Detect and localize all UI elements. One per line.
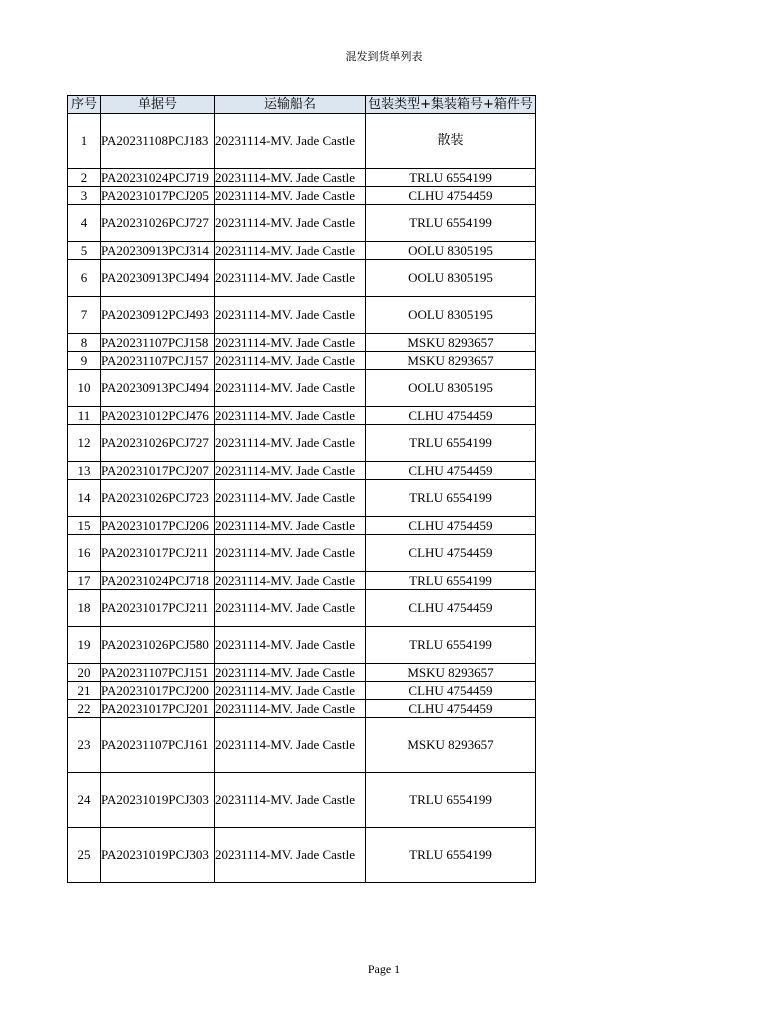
table-row [68, 590, 536, 627]
table-row [68, 114, 536, 169]
row-vessel-name: 20231114-MV. Jade Castle [215, 828, 366, 883]
row-package-container: CLHU 4754459 [366, 462, 536, 480]
row-package-container: CLHU 4754459 [366, 517, 536, 535]
table-row [68, 462, 536, 480]
row-package-container: TRLU 6554199 [366, 773, 536, 828]
row-vessel-name: 20231114-MV. Jade Castle [215, 242, 366, 260]
table-row [68, 627, 536, 664]
row-document-no: PA20231026PCJ723 [101, 480, 215, 517]
row-vessel-name: 20231114-MV. Jade Castle [215, 114, 366, 169]
header-package-container: 包装类型+集装箱号+箱件号 [366, 96, 536, 114]
row-index: 2 [68, 169, 101, 187]
row-document-no: PA20231019PCJ303 [101, 773, 215, 828]
table-row [68, 187, 536, 205]
row-document-no: PA20231024PCJ719 [101, 169, 215, 187]
row-package-container: CLHU 4754459 [366, 590, 536, 627]
row-vessel-name: 20231114-MV. Jade Castle [215, 169, 366, 187]
table-row [68, 352, 536, 370]
row-index: 22 [68, 700, 101, 718]
arrival-list-table [67, 95, 536, 883]
table-header-row [68, 96, 536, 114]
table-row [68, 242, 536, 260]
table-row [68, 425, 536, 462]
row-document-no: PA20231017PCJ206 [101, 517, 215, 535]
row-package-container: TRLU 6554199 [366, 205, 536, 242]
header-vessel-name: 运输船名 [215, 96, 366, 114]
row-index: 15 [68, 517, 101, 535]
row-package-container: TRLU 6554199 [366, 828, 536, 883]
table-body [68, 114, 536, 883]
row-index: 7 [68, 297, 101, 334]
row-document-no: PA20231017PCJ211 [101, 590, 215, 627]
header-document-no: 单据号 [101, 96, 215, 114]
table-row [68, 572, 536, 590]
row-package-container: 散装 [366, 114, 536, 169]
row-package-container: MSKU 8293657 [366, 718, 536, 773]
row-index: 5 [68, 242, 101, 260]
table-row [68, 334, 536, 352]
row-package-container: OOLU 8305195 [366, 260, 536, 297]
row-vessel-name: 20231114-MV. Jade Castle [215, 682, 366, 700]
table-row [68, 682, 536, 700]
row-document-no: PA20231107PCJ157 [101, 352, 215, 370]
row-vessel-name: 20231114-MV. Jade Castle [215, 480, 366, 517]
row-vessel-name: 20231114-MV. Jade Castle [215, 260, 366, 297]
row-document-no: PA20231017PCJ205 [101, 187, 215, 205]
row-document-no: PA20231019PCJ303 [101, 828, 215, 883]
row-package-container: CLHU 4754459 [366, 700, 536, 718]
table-row [68, 700, 536, 718]
row-document-no: PA20231026PCJ580 [101, 627, 215, 664]
row-document-no: PA20231026PCJ727 [101, 425, 215, 462]
row-package-container: OOLU 8305195 [366, 242, 536, 260]
row-vessel-name: 20231114-MV. Jade Castle [215, 297, 366, 334]
row-package-container: MSKU 8293657 [366, 352, 536, 370]
row-package-container: CLHU 4754459 [366, 187, 536, 205]
row-vessel-name: 20231114-MV. Jade Castle [215, 627, 366, 664]
table-row [68, 370, 536, 407]
row-package-container: MSKU 8293657 [366, 334, 536, 352]
row-package-container: TRLU 6554199 [366, 425, 536, 462]
row-document-no: PA20230913PCJ314 [101, 242, 215, 260]
row-index: 13 [68, 462, 101, 480]
row-index: 24 [68, 773, 101, 828]
row-vessel-name: 20231114-MV. Jade Castle [215, 700, 366, 718]
row-index: 9 [68, 352, 101, 370]
row-index: 12 [68, 425, 101, 462]
row-index: 3 [68, 187, 101, 205]
row-package-container: TRLU 6554199 [366, 169, 536, 187]
table-row [68, 297, 536, 334]
table-row [68, 407, 536, 425]
table-row [68, 169, 536, 187]
row-document-no: PA20231107PCJ158 [101, 334, 215, 352]
table-row [68, 535, 536, 572]
row-document-no: PA20230913PCJ494 [101, 370, 215, 407]
row-index: 19 [68, 627, 101, 664]
page-title: 混发到货单列表 [345, 50, 423, 63]
row-vessel-name: 20231114-MV. Jade Castle [215, 407, 366, 425]
row-package-container: TRLU 6554199 [366, 572, 536, 590]
row-index: 11 [68, 407, 101, 425]
row-vessel-name: 20231114-MV. Jade Castle [215, 517, 366, 535]
row-index: 21 [68, 682, 101, 700]
row-index: 4 [68, 205, 101, 242]
row-document-no: PA20231017PCJ211 [101, 535, 215, 572]
row-vessel-name: 20231114-MV. Jade Castle [215, 187, 366, 205]
row-index: 1 [68, 114, 101, 169]
table-row [68, 517, 536, 535]
row-index: 16 [68, 535, 101, 572]
row-vessel-name: 20231114-MV. Jade Castle [215, 773, 366, 828]
row-document-no: PA20231108PCJ183 [101, 114, 215, 169]
table-row [68, 718, 536, 773]
row-document-no: PA20231017PCJ201 [101, 700, 215, 718]
row-vessel-name: 20231114-MV. Jade Castle [215, 590, 366, 627]
row-vessel-name: 20231114-MV. Jade Castle [215, 334, 366, 352]
row-vessel-name: 20231114-MV. Jade Castle [215, 535, 366, 572]
row-index: 25 [68, 828, 101, 883]
row-vessel-name: 20231114-MV. Jade Castle [215, 664, 366, 682]
row-index: 14 [68, 480, 101, 517]
table-row [68, 260, 536, 297]
row-document-no: PA20231107PCJ151 [101, 664, 215, 682]
row-vessel-name: 20231114-MV. Jade Castle [215, 370, 366, 407]
row-package-container: CLHU 4754459 [366, 407, 536, 425]
row-index: 20 [68, 664, 101, 682]
row-vessel-name: 20231114-MV. Jade Castle [215, 425, 366, 462]
row-document-no: PA20230912PCJ493 [101, 297, 215, 334]
row-index: 6 [68, 260, 101, 297]
page-number: Page 1 [367, 962, 401, 976]
row-index: 17 [68, 572, 101, 590]
row-document-no: PA20231012PCJ476 [101, 407, 215, 425]
row-package-container: OOLU 8305195 [366, 297, 536, 334]
row-document-no: PA20231024PCJ718 [101, 572, 215, 590]
table-row [68, 664, 536, 682]
row-vessel-name: 20231114-MV. Jade Castle [215, 572, 366, 590]
row-package-container: MSKU 8293657 [366, 664, 536, 682]
row-document-no: PA20230913PCJ494 [101, 260, 215, 297]
row-document-no: PA20231026PCJ727 [101, 205, 215, 242]
row-package-container: TRLU 6554199 [366, 627, 536, 664]
table-row [68, 828, 536, 883]
row-package-container: TRLU 6554199 [366, 480, 536, 517]
row-index: 10 [68, 370, 101, 407]
row-vessel-name: 20231114-MV. Jade Castle [215, 462, 366, 480]
row-package-container: CLHU 4754459 [366, 535, 536, 572]
row-package-container: CLHU 4754459 [366, 682, 536, 700]
row-index: 18 [68, 590, 101, 627]
table-row [68, 773, 536, 828]
row-index: 8 [68, 334, 101, 352]
row-document-no: PA20231017PCJ207 [101, 462, 215, 480]
table-row [68, 480, 536, 517]
row-document-no: PA20231107PCJ161 [101, 718, 215, 773]
row-vessel-name: 20231114-MV. Jade Castle [215, 205, 366, 242]
row-document-no: PA20231017PCJ200 [101, 682, 215, 700]
row-index: 23 [68, 718, 101, 773]
row-package-container: OOLU 8305195 [366, 370, 536, 407]
header-index: 序号 [68, 96, 101, 114]
row-vessel-name: 20231114-MV. Jade Castle [215, 352, 366, 370]
row-vessel-name: 20231114-MV. Jade Castle [215, 718, 366, 773]
table-row [68, 205, 536, 242]
